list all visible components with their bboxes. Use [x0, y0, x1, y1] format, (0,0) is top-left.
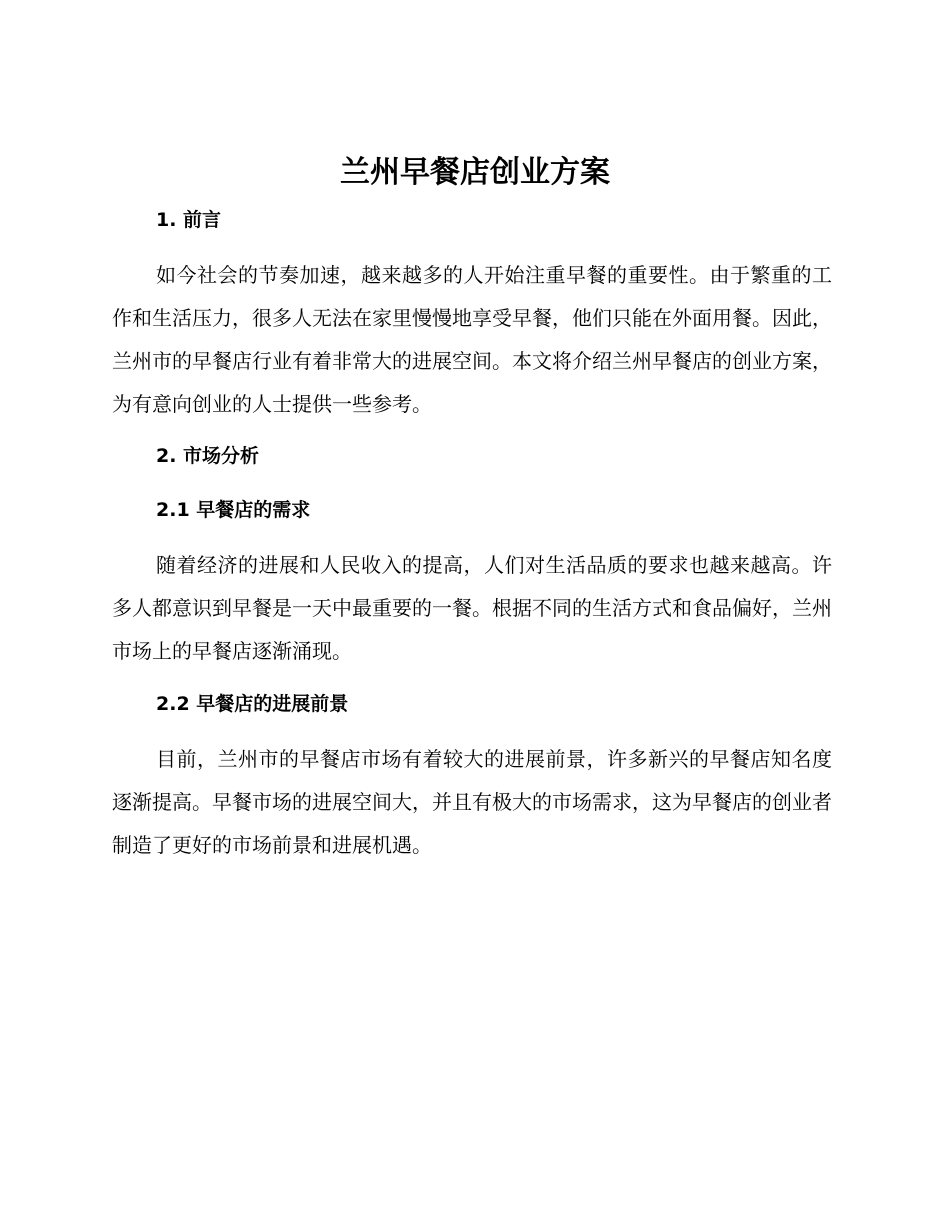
- section-heading-market-analysis: 2. 市场分析: [156, 445, 260, 467]
- section-paragraph-prospects: 目前，兰州市的早餐店市场有着较大的进展前景，许多新兴的早餐店知名度逐渐提高。早餐市场的进展空间大，并且有极大的市场需求，这为早餐店的创业者制造了更好的市场前景和进展机遇。: [112, 747, 832, 857]
- section-paragraph-preface: 如今社会的节奏加速，越来越多的人开始注重早餐的重要性。由于繁重的工作和生活压力，很多人无法在家里慢慢地享受早餐，他们只能在外面用餐。因此，兰州市的早餐店行业有着非常大的进展空间。本文将介绍兰州早餐店的创业方案，为有意向创业的人士提供一些参考。: [112, 263, 832, 416]
- section-heading-prospects: 2.2 早餐店的进展前景: [156, 693, 349, 715]
- document-title: 兰州早餐店创业方案: [340, 155, 610, 190]
- section-paragraph-demand: 随着经济的进展和人民收入的提高，人们对生活品质的要求也越来越高。许多人都意识到早餐是一天中最重要的一餐。根据不同的生活方式和食品偏好，兰州市场上的早餐店逐渐涌现。: [112, 553, 832, 663]
- section-heading-demand: 2.1 早餐店的需求: [156, 499, 311, 521]
- section-heading-preface: 1. 前言: [156, 209, 222, 231]
